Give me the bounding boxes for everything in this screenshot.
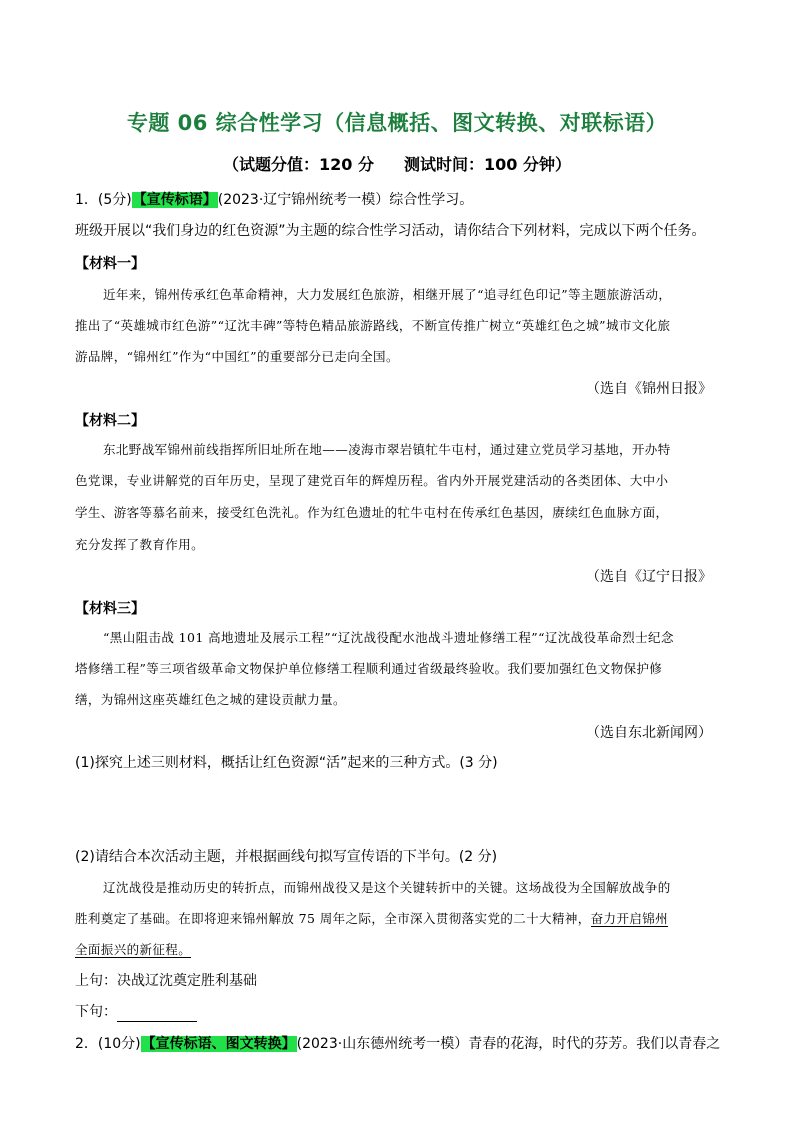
material-2-line: 东北野战军锦州前线指挥所旧址所在地——凌海市翠岩镇牤牛屯村，通过建立党员学习基地，开办特 [103,442,671,457]
score-info: （试题分值：120 分 [223,155,374,174]
question-source: (2023·山东德州统考一模）青春的花海，时代的芬芳。我们以青春之 [296,1036,721,1052]
question-source: (2023·辽宁锦州统考一模）综合性学习。 [217,192,474,208]
material-3-line: 缮，为锦州这座英雄红色之城的建设贡献力量。 [75,692,346,707]
underlined-sentence: 全面振兴的新征程。 [75,942,192,957]
passage-text: 胜利奠定了基础。在即将迎来锦州解放 75 周年之际，全市深入贯彻落实党的二十大精神， [75,911,591,926]
material-1-line: 推出了“英雄城市红色游”“辽沈丰碑”等特色精品旅游路线，不断宣传推广树立“英雄红色之城”城市文化旅 [75,318,671,333]
material-1-line: 近年来，锦州传承红色革命精神，大力发展红色旅游，相继开展了“追寻红色印记”等主题旅游活动， [103,287,672,302]
time-info: 测试时间：100 分钟） [404,155,571,174]
lower-label: 下句： [75,1004,117,1020]
question-number: 1．(5分) [75,192,132,208]
task-2-passage-line [75,940,191,960]
question-number: 2．(10分) [75,1036,141,1052]
material-1-heading: 【材料一】 [75,256,145,272]
material-2-source: （选自《辽宁日报》 [586,569,712,585]
page-subtitle [0,152,794,175]
material-2-heading: 【材料二】 [75,413,145,429]
material-2-line: 学生、游客等慕名前来，接受红色洗礼。作为红色遗址的牤牛屯村在传承红色基因，赓续红色血脉方面， [75,505,669,520]
question-intro: 班级开展以“我们身边的红色资源”为主题的综合性学习活动，请你结合下列材料，完成以下两个任务。 [75,223,706,239]
material-3-source: （选自东北新闻网） [586,725,712,741]
task-2-passage-line: 辽沈战役是推动历史的转折点，而锦州战役又是这个关键转折中的关键。这场战役为全国解放战争的 [103,880,671,895]
task-2-passage-line [75,909,668,929]
answer-blank[interactable] [117,1007,197,1022]
material-1-source: （选自《锦州日报》 [586,381,712,397]
question-tag: 【宣传标语】 [132,192,217,208]
material-3-heading: 【材料三】 [75,601,145,617]
material-2-line: 色党课，专业讲解党的百年历史，呈现了建党百年的辉煌历程。省内外开展党建活动的各类团体、大中小 [75,473,669,488]
underlined-sentence: 奋力开启锦州 [590,911,669,926]
task-1: (1)探究上述三则材料，概括让红色资源“活”起来的三种方式。(3 分) [75,755,498,771]
question-1-header [75,190,473,210]
material-3-line: 塔修缮工程”等三项省级革命文物保护单位修缮工程顺利通过省级最终验收。我们要加强红色文物保护修 [75,661,663,676]
task-2: (2)请结合本次活动主题，并根据画线句拟写宣传语的下半句。(2 分) [75,849,498,865]
lower-line [75,1002,197,1022]
page-title: 专题 06 综合性学习（信息概括、图文转换、对联标语） [126,111,668,135]
material-1-line: 游品牌，“锦州红”作为“中国红”的重要部分已走向全国。 [75,349,399,364]
question-tag: 【宣传标语、图文转换】 [141,1036,296,1052]
upper-line: 上句：决战辽沈奠定胜利基础 [75,973,257,989]
material-2-line: 充分发挥了教育作用。 [75,537,205,552]
question-2-header [75,1034,720,1054]
material-3-line: “黑山阻击战 101 高地遗址及展示工程”“辽沈战役配水池战斗遗址修缮工程”“辽沈战役革命烈士纪念 [103,630,674,645]
